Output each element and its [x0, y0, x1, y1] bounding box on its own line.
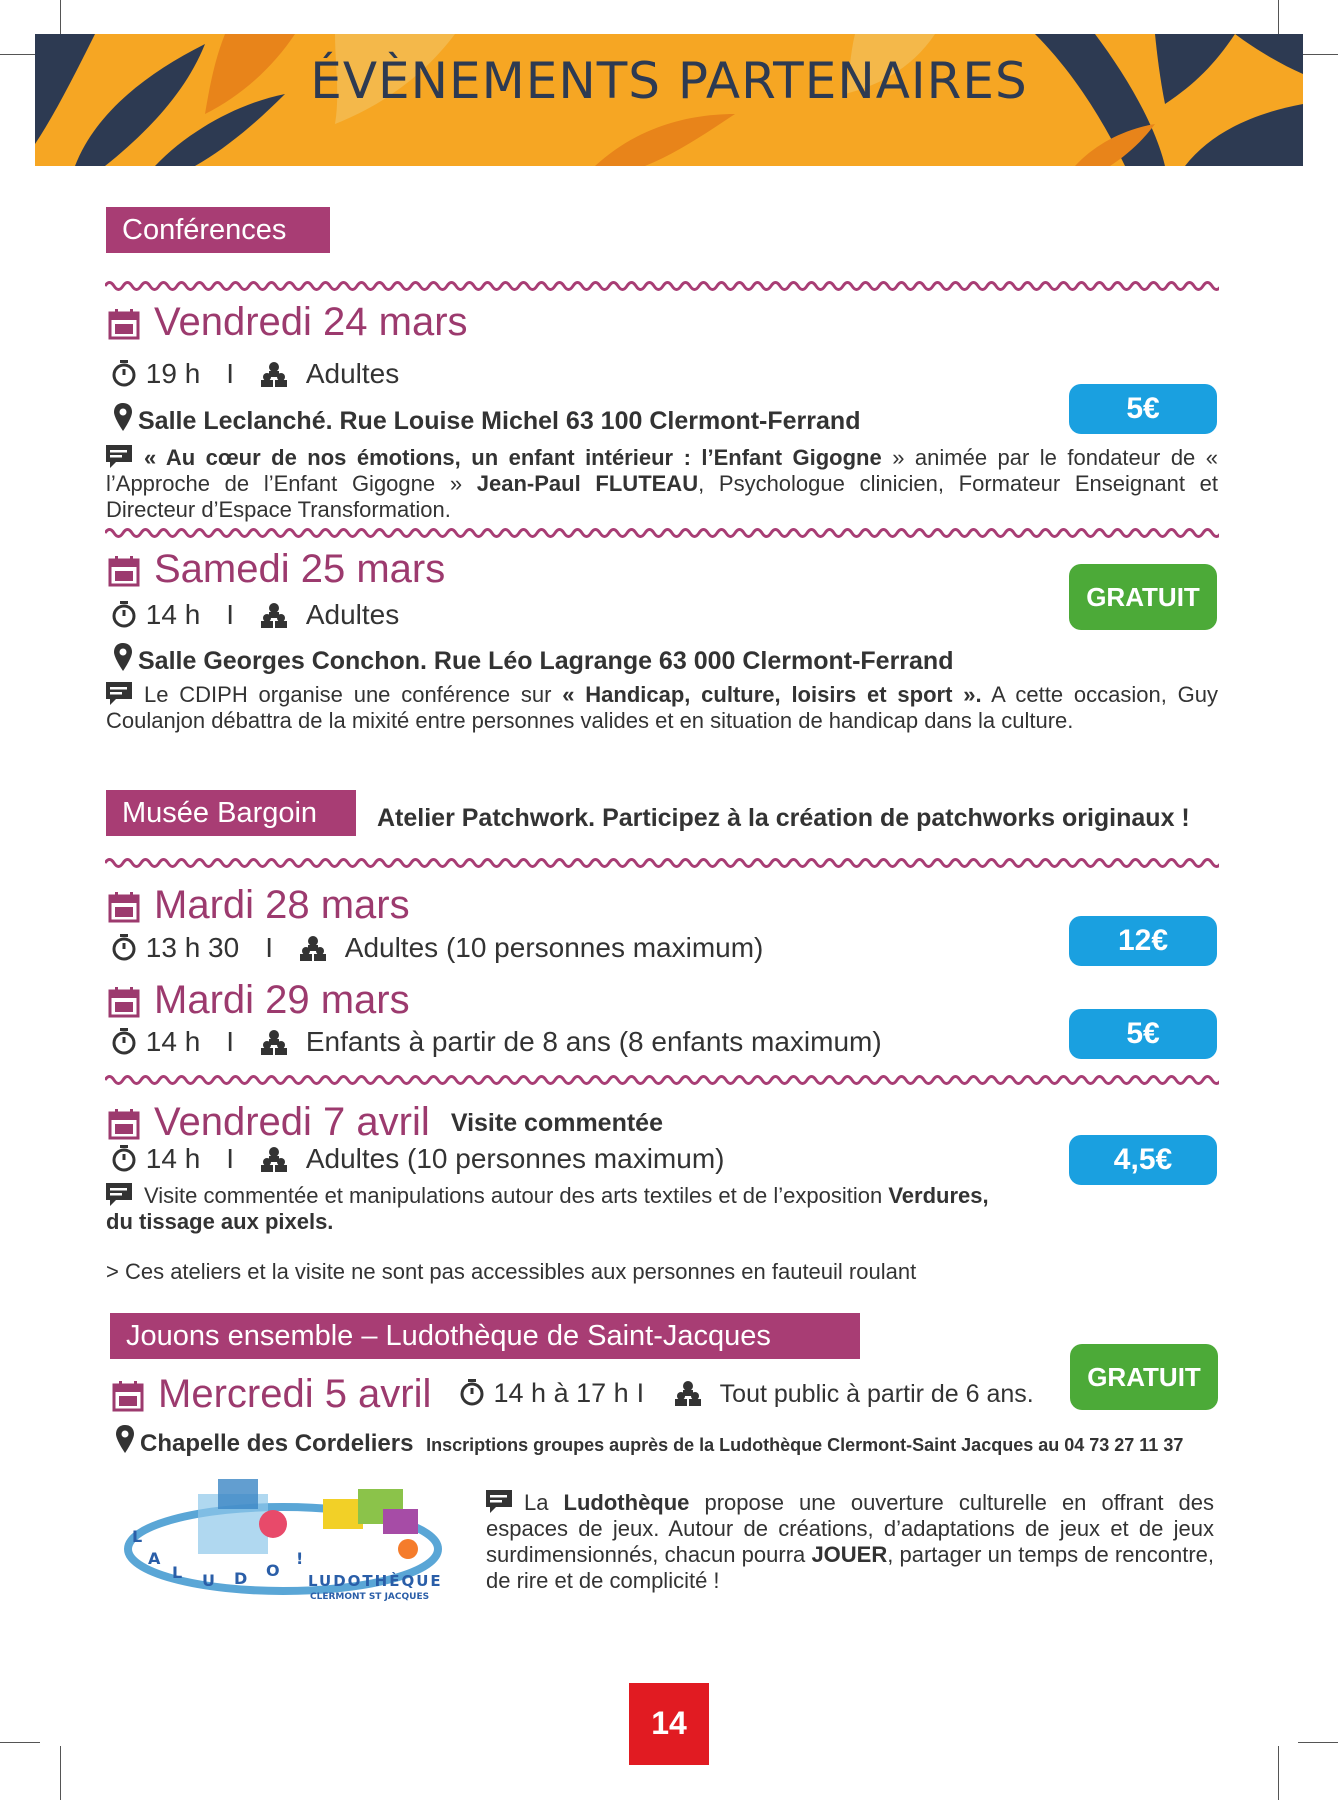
- page-number: 14: [629, 1683, 709, 1765]
- separator: I: [226, 1143, 235, 1174]
- price-badge: 12€: [1069, 916, 1217, 966]
- event-date-label: Mardi 28 mars: [154, 883, 410, 927]
- event-description: [106, 445, 1218, 523]
- crop-mark: [1278, 1746, 1279, 1800]
- bold-text-run: Jean-Paul FLUTEAU: [476, 471, 699, 496]
- event-info-line: [110, 1027, 882, 1056]
- crop-mark: [60, 1746, 61, 1800]
- price-badge: 5€: [1069, 384, 1217, 434]
- bold-text-run: « Au cœur de nos émotions, un enfant intérieur : l’Enfant Gigogne: [144, 445, 882, 470]
- event-audience: Adultes: [305, 599, 400, 630]
- event-date: [108, 1102, 663, 1142]
- logo-subname: CLERMONT ST JACQUES: [310, 1592, 430, 1602]
- event-description: [106, 682, 1218, 734]
- page-title: ÉVÈNEMENTS PARTENAIRES: [310, 52, 1028, 110]
- event-date-label: Vendredi 7 avril: [154, 1100, 430, 1144]
- logo-letter: U: [202, 1571, 215, 1590]
- crop-mark: [0, 1742, 40, 1743]
- header-banner: [35, 34, 1303, 166]
- event-info-line: [110, 359, 399, 388]
- speech-bubble-icon: [106, 445, 132, 469]
- event-audience: Adultes (10 personnes maximum): [344, 932, 764, 963]
- event-time: 14 h: [145, 1143, 201, 1174]
- logo-letter: L: [132, 1527, 143, 1546]
- event-date-label: Mercredi 5 avril: [158, 1372, 432, 1416]
- bold-text-run: Ludothèque: [563, 1490, 690, 1515]
- separator: I: [226, 358, 235, 389]
- timer-icon: [458, 1378, 486, 1406]
- calendar-icon: [108, 986, 140, 1018]
- timer-icon: [110, 1144, 138, 1172]
- ludotheque-logo: [118, 1474, 448, 1604]
- event-time: 14 h: [145, 1026, 201, 1057]
- price-badge: GRATUIT: [1069, 564, 1217, 630]
- section-tag-conferences: Conférences: [106, 207, 330, 253]
- speech-bubble-icon: [486, 1490, 512, 1514]
- event-date: [108, 302, 468, 342]
- event-audience: Enfants à partir de 8 ans (8 enfants maximum): [305, 1026, 882, 1057]
- crop-mark: [1298, 1742, 1338, 1743]
- crop-mark: [0, 54, 40, 55]
- section-headline: Atelier Patchwork. Participez à la création de patchworks originaux !: [377, 804, 1190, 832]
- calendar-icon: [108, 308, 140, 340]
- text-run: A cette occasion, Guy Coulanjon débattra de la mixité entre personnes valides et en situation de handicap dans la culture.: [106, 682, 1218, 733]
- event-info-line: [110, 1144, 724, 1173]
- timer-icon: [110, 1027, 138, 1055]
- event-date: [108, 549, 445, 589]
- event-subtitle: Visite commentée: [450, 1109, 663, 1137]
- event-place-label: Salle Georges Conchon. Rue Léo Lagrange 63 000 Clermont-Ferrand: [138, 647, 954, 675]
- map-pin-icon: [114, 403, 132, 431]
- logo-letter: D: [234, 1569, 248, 1588]
- event-place-label: Salle Leclanché. Rue Louise Michel 63 100 Clermont-Ferrand: [138, 407, 861, 435]
- section-tag-ludotheque: Jouons ensemble – Ludothèque de Saint-Jacques: [110, 1313, 860, 1359]
- calendar-icon: [108, 1108, 140, 1140]
- separator: I: [265, 932, 273, 963]
- bold-text-run: JOUER: [811, 1542, 888, 1567]
- text-run: propose une ouverture culturelle en offrant des espaces de jeux. Autour de créations, d’adaptations de jeux et de jeux surdimensionnés, chacun pourra: [486, 1490, 1214, 1567]
- timer-icon: [110, 359, 138, 387]
- event-date: [108, 885, 410, 925]
- event-time: 13 h 30: [145, 932, 240, 963]
- text-run: La: [524, 1490, 564, 1515]
- separator: I: [226, 1026, 235, 1057]
- text-run: Visite commentée et manipulations autour des arts textiles et de l’exposition: [144, 1183, 889, 1208]
- section-tag-musee-bargoin: Musée Bargoin: [106, 790, 356, 836]
- accessibility-note: > Ces ateliers et la visite ne sont pas accessibles aux personnes en fauteuil roulant: [106, 1259, 917, 1284]
- timer-icon: [110, 933, 138, 961]
- bold-text-run: « Handicap, culture, loisirs et sport ».: [562, 682, 982, 707]
- map-pin-icon: [116, 1425, 134, 1453]
- calendar-icon: [108, 891, 140, 923]
- wavy-divider: [105, 855, 1219, 871]
- event-info-line: [458, 1378, 1034, 1407]
- event-info-line: [110, 933, 763, 962]
- event-time: 19 h: [145, 358, 201, 389]
- ludotheque-description: [486, 1490, 1214, 1594]
- event-info-line: [110, 600, 399, 629]
- people-icon: [260, 602, 288, 628]
- people-icon: [260, 1029, 288, 1055]
- speech-bubble-icon: [106, 1183, 132, 1207]
- event-time: 14 h: [145, 599, 201, 630]
- event-place: [116, 1425, 1183, 1456]
- text-run: , partager un temps de rencontre, de rire et de complicité !: [486, 1542, 1214, 1593]
- calendar-icon: [108, 555, 140, 587]
- price-badge: 5€: [1069, 1009, 1217, 1059]
- logo-letter: O: [266, 1561, 280, 1580]
- event-date: [108, 980, 410, 1020]
- logo-letter: L: [172, 1563, 183, 1582]
- text-run: Le CDIPH organise une conférence sur: [144, 682, 563, 707]
- event-place: [114, 403, 860, 434]
- people-icon: [674, 1380, 702, 1406]
- event-time: 14 h à 17 h: [493, 1378, 629, 1408]
- text-run: , Psychologue clinicien, Formateur Enseignant et Directeur d’Espace Transformation.: [106, 471, 1218, 522]
- event-place-label: Chapelle des Cordeliers: [140, 1430, 414, 1457]
- event-description: [106, 1183, 1006, 1235]
- text-run: » animée par le fondateur de « l’Approche de l’Enfant Gigogne »: [106, 445, 1218, 496]
- speech-bubble-icon: [106, 682, 132, 706]
- separator: I: [636, 1378, 645, 1408]
- people-icon: [299, 935, 327, 961]
- event-audience: Adultes (10 personnes maximum): [305, 1143, 725, 1174]
- map-pin-icon: [114, 643, 132, 671]
- price-badge: 4,5€: [1069, 1135, 1217, 1185]
- timer-icon: [110, 600, 138, 628]
- event-date-label: Vendredi 24 mars: [154, 300, 468, 344]
- wavy-divider: [105, 525, 1219, 541]
- calendar-icon: [112, 1380, 144, 1412]
- logo-letter: A: [148, 1549, 161, 1568]
- people-icon: [260, 361, 288, 387]
- logo-name: LUDOTHÈQUE: [308, 1572, 443, 1590]
- people-icon: [260, 1146, 288, 1172]
- inscriptions-info: Inscriptions groupes auprès de la Ludothèque Clermont-Saint Jacques au 04 73 27 11 37: [426, 1435, 1184, 1455]
- event-place: [114, 643, 953, 674]
- bold-text-run: Verdures, du tissage aux pixels.: [106, 1183, 989, 1234]
- wavy-divider: [105, 278, 1219, 294]
- event-audience: Adultes: [305, 358, 400, 389]
- event-date-label: Mardi 29 mars: [154, 978, 410, 1022]
- event-date-label: Samedi 25 mars: [154, 547, 446, 591]
- separator: I: [226, 599, 235, 630]
- crop-mark: [1298, 54, 1338, 55]
- event-audience: Tout public à partir de 6 ans.: [719, 1380, 1034, 1408]
- logo-letter: !: [296, 1549, 304, 1568]
- event-date: [112, 1374, 431, 1414]
- price-badge: GRATUIT: [1070, 1344, 1218, 1410]
- wavy-divider: [105, 1072, 1219, 1088]
